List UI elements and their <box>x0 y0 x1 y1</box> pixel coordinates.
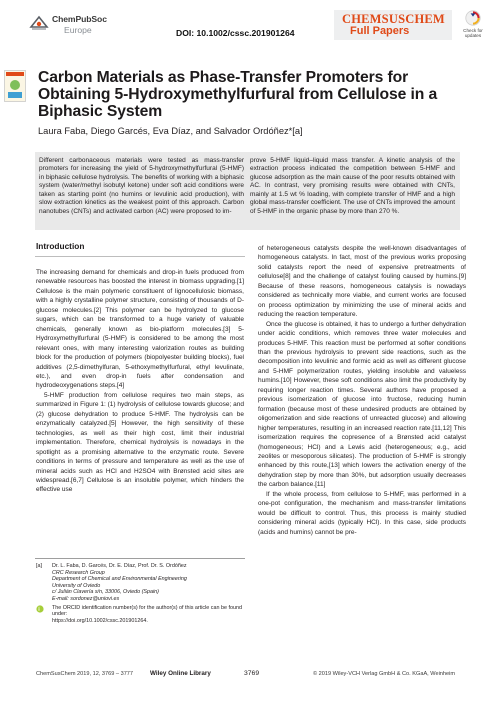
check-for-updates-button[interactable] <box>457 10 489 44</box>
abstract-column-left: Different carbonaceous materials were tested as mass-transfer promoters for increasing the yield of 5-hydroxymethylfurfural (5-HMF) in biphasic cellulose hydrolysis. The benefits of working with a biphasic system (water/methyl isobutyl ketone) under soft acid conditions were taken as starting point (no humins or levulinic acid production), with slow extraction kinetics as the weakest point of this approach. Carbon nanotubes (CNTs) and activated carbon (AC) were proposed to im- <box>39 157 244 215</box>
publisher-logo[interactable] <box>28 14 138 42</box>
paragraph: Once the glucose is obtained, it has to undergo a further dehydration under acidic conditions, which removes three water molecules and produces 5-HMF. This reaction must be performed at softer conditions than the previous hydrolysis to prevent side reactions, such as the decomposition into levulinic and formic acid as well as different glucose and 5-HMF polymerization routes, yielding insoluble and valueless humins.[10] However, these soft conditions also limit the productivity by requiring longer reaction times. Several authors have proposed a previous isomerization of glucose into fructose, reducing humin formation (because most of these undesired products are obtained by oligomerization and side reactions of unreacted glucose) and allowing higher temperatures, resulting in an increased reaction rate.[11,12] This isomerization requires the copresence of a Brønsted acid catalyst (homogeneous; HCl) and a Lewis acid (heterogeneous; e.g., acid zeolites or mesoporous silicates). The production of 5-HMF is strongly enhanced by this route,[13] which lowers the activation energy of the dehydration step by more than 30%, but adsorption usually decreases the carbon balance.[11] <box>258 320 466 489</box>
orcid-icon <box>36 605 44 616</box>
footer-copyright: © 2019 Wiley-VCH Verlag GmbH & Co. KGaA, Weinheim <box>313 671 456 677</box>
body-column-right <box>258 244 466 537</box>
orcid-note: The ORCID identification number(s) for the author(s) of this article can be found under: <box>52 604 242 618</box>
affiliation-line: University of Oviedo <box>52 582 101 589</box>
orcid-link[interactable]: https://doi.org/10.1002/cssc.201901264. <box>52 617 148 624</box>
chempubsoc-logo-icon <box>28 14 50 32</box>
check-updates-icon <box>465 10 481 26</box>
affiliation-line: CRC Research Group <box>52 569 105 576</box>
section-heading: Introduction <box>36 241 85 251</box>
journal-banner <box>334 10 452 40</box>
footer-citation: ChemSusChem 2019, 12, 3769 – 3777 <box>36 671 134 677</box>
author-list: Laura Faba, Diego Garcés, Eva Díaz, and Salvador Ordóñez*[a] <box>38 126 303 136</box>
paragraph: of heterogeneous catalysts despite the well-known disadvantages of homogeneous catalysts. In fact, most of the previous works proposing solid catalysts report the need of expensive pretreatments of cellulose[8] and the challenge of catalyst fouling caused by humins.[9] Because of these reasons, homogeneous catalysis is nowadays considered as technically more viable, and current works are focused on process optimization by minimizing the use of mineral acids and reducing the reaction temperature. <box>258 245 466 319</box>
article-title: Carbon Materials as Phase-Transfer Promoters for Obtaining 5-Hydroxymethylfurfural from Cellulose in a Biphasic System <box>38 69 438 120</box>
paragraph: The increasing demand for chemicals and drop-in fuels produced from renewable resources has boosted the interest in biomass upgrading.[1] Cellulose is the main polymeric constituent of lignocellulosic biomass, with a highly crystalline polymer structure, consisting of thousands of D-glucose molecules.[2] This polymer can be hydrolyzed to glucose sugars, which can be transformed to a huge variety of valuable chemicals, generally known as bio-platform molecules.[3] 5-Hydroxymethylfurfural (5-HMF) is considered to be among the most relevant ones, with many interesting valorization routes as building block for the production of polymers (biopolyester building blocks), fuel additives (2,5-dimethylfuran, 5-ethoxymethylfurfural, ethyl levulinate, etc.), and even drop-in fuels after condensation and hydrodeoxygenations steps.[4] <box>36 269 244 390</box>
affiliation-footnote <box>36 563 244 603</box>
footnote-divider <box>35 558 245 559</box>
publisher-region: Europe <box>64 25 92 35</box>
journal-section: Full Papers <box>350 25 410 37</box>
body-column-left <box>36 268 244 495</box>
affiliation-line: Department of Chemical and Environmental Engineering <box>52 576 187 583</box>
email-link[interactable]: E-mail: sordonez@uniovi.es <box>52 595 120 602</box>
section-divider <box>35 256 245 257</box>
page-number: 3769 <box>244 670 260 677</box>
doi-link[interactable]: DOI: 10.1002/cssc.201901264 <box>176 28 295 38</box>
check-updates-label: Check for updates <box>463 28 483 38</box>
abstract-column-right: prove 5-HMF liquid–liquid mass transfer. A kinetic analysis of the extraction process indicated the competition between 5-HMF and glucose adsorption as the main cause of the poor results obtained with AC. In contrast, very promising results were obtained with CNTs, mainly at 1.5 wt % loading, with complete transfer of HMF and a high global mass-transfer coefficient. The use of CNTs improved the amount of 5-HMF in the organic phase by more than 270 %. <box>250 157 455 215</box>
abstract <box>35 152 460 230</box>
affiliation-line: c/ Julián Clavería s/n, 33006, Oviedo (Spain) <box>52 589 159 596</box>
publisher-name: ChemPubSoc <box>52 14 107 24</box>
journal-name: CHEMSUSCHEM <box>342 12 445 26</box>
paragraph: If the whole process, from cellulose to 5-HMF, was performed in a one-pot configuration, the mechanism and mass-transfer limitations would be difficult to control. Thus, this process is mainly studied considering mineral acids (typically HCl). In this case, side products (acids and humins) cannot be pre- <box>258 490 466 536</box>
footer-publisher-link[interactable]: Wiley Online Library <box>150 670 211 677</box>
orcid-footnote <box>36 605 244 625</box>
affiliation-line: Dr. L. Faba, D. Garcés, Dr. E. Díaz, Prof. Dr. S. Ordóñez <box>52 563 187 569</box>
paragraph: 5-HMF production from cellulose requires two main steps, as summarized in Figure 1: (1) hydrolysis of cellulose towards glucose; and (2) glucose dehydration to produce 5-HMF. The hydrolysis can be enzymatically catalyzed.[5] However, the high sensitivity of these technologies, as well as their high cost, limit their industrial implementation. Therefore, chemical hydrolysis is nowadays in the spotlight as a promising alternative to the enzymatic route. Severe conditions in terms of pressure and temperature as well as the use of mineral acids such as HCl and H2SO4 with Brønsted acid sites are widespread.[6,7] Cellulose is an insoluble polymer, which hinders the effective use <box>36 391 244 494</box>
footnote-mark: [a] <box>36 563 42 569</box>
journal-cover-thumbnail <box>4 70 26 102</box>
footnotes <box>36 563 244 624</box>
